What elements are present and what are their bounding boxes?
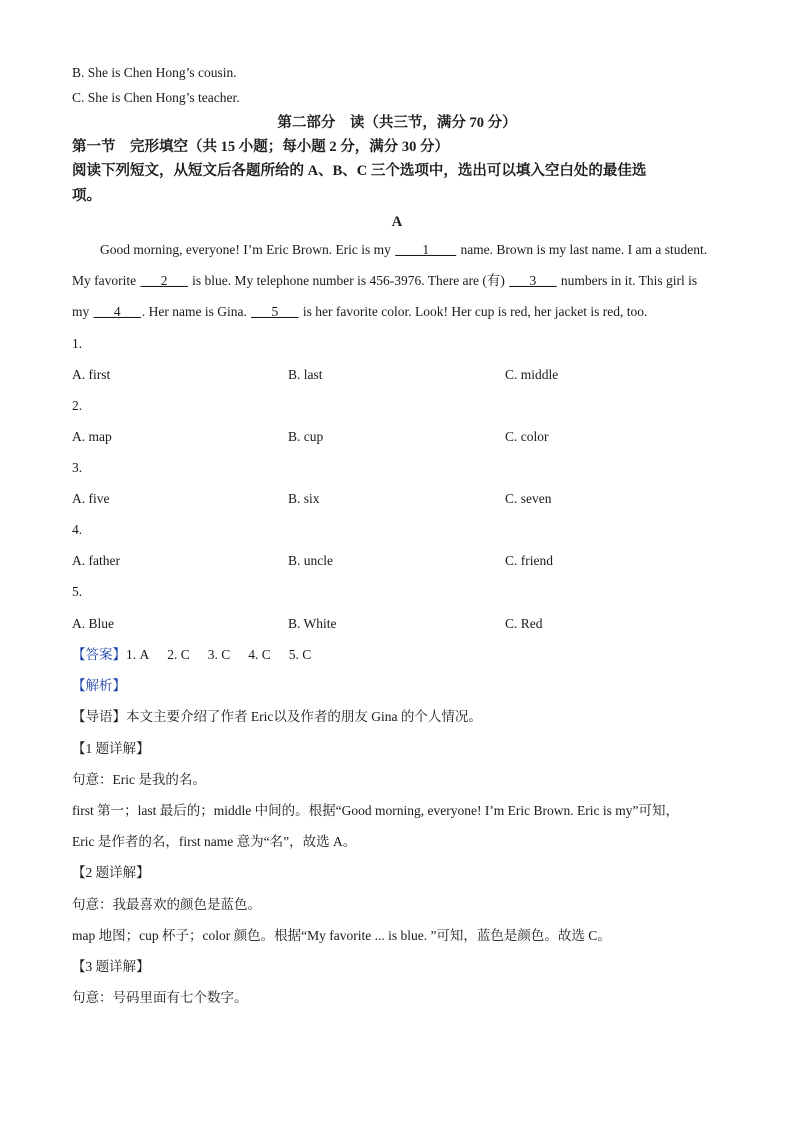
passage-label: A xyxy=(391,214,403,230)
answer-item: 5. C xyxy=(288,647,312,662)
option-c: C. color xyxy=(505,429,549,444)
passage-line-3 xyxy=(72,303,647,321)
detail-3-meaning: 句意：号码里面有七个数字。 xyxy=(72,990,248,1005)
option-c: C. friend xyxy=(505,553,553,568)
option-a: A. five xyxy=(72,491,110,506)
detail-1-explanation-1: first 第一；last 最后的；middle 中间的。根据“Good morning, everyone! I’m Eric Brown. Eric is my”可知， xyxy=(72,803,680,818)
answer-item: 2. C xyxy=(167,647,190,662)
option-b: B. White xyxy=(288,616,337,631)
guide-line xyxy=(72,708,482,726)
blank-2: ___2___ xyxy=(140,273,188,288)
blank-4: ___4___ xyxy=(93,304,141,319)
option-a: A. first xyxy=(72,367,111,382)
passage-text: is blue. My telephone number is 456-3976. There are (有) xyxy=(188,273,509,288)
question-number: 2. xyxy=(72,398,83,413)
option-b: B. six xyxy=(288,491,320,506)
question-number: 3. xyxy=(72,460,83,475)
instruction-line-2: 项。 xyxy=(72,188,101,204)
passage-line-1 xyxy=(100,241,707,259)
passage-text: Good morning, everyone! I’m Eric Brown. Eric is my xyxy=(100,242,395,257)
answer-item: 3. C xyxy=(207,647,231,662)
passage-text: My favorite xyxy=(72,273,140,288)
option-a: A. Blue xyxy=(72,616,114,631)
section-title: 第一节 完形填空（共 15 小题；每小题 2 分，满分 30 分） xyxy=(72,139,449,155)
answer-label: 【答案】 xyxy=(72,647,126,662)
instruction-line-1: 阅读下列短文，从短文后各题所给的 A、B、C 三个选项中，选出可以填入空白处的最佳选 xyxy=(72,163,647,179)
part-title: 第二部分 读（共三节，满分 70 分） xyxy=(277,115,517,131)
option-c: C. middle xyxy=(505,367,559,382)
detail-1-explanation-2: Eric 是作者的名，first name 意为“名”，故选 A。 xyxy=(72,834,357,849)
blank-3: ___3___ xyxy=(509,273,557,288)
option-b: B. last xyxy=(288,367,323,382)
guide-text: 本文主要介绍了作者 Eric以及作者的朋友 Gina 的个人情况。 xyxy=(126,709,482,724)
answer-item: 4. C xyxy=(248,647,271,662)
passage-text: is her favorite color. Look! Her cup is red, her jacket is red, too. xyxy=(299,304,648,319)
question-number: 5. xyxy=(72,584,83,599)
detail-2-label: 【2 题详解】 xyxy=(72,865,150,880)
detail-3-label: 【3 题详解】 xyxy=(72,959,150,974)
detail-1-meaning: 句意：Eric 是我的名。 xyxy=(72,772,206,787)
option-c: C. Red xyxy=(505,616,543,631)
passage-text: name. Brown is my last name. I am a student. xyxy=(457,242,708,257)
previous-option-b: B. She is Chen Hong’s cousin. xyxy=(72,65,237,80)
question-number: 1. xyxy=(72,336,83,351)
detail-2-explanation: map 地图；cup 杯子；color 颜色。根据“My favorite ... is blue. ”可知，蓝色是颜色。故选 C。 xyxy=(72,928,611,943)
passage-text: my xyxy=(72,304,93,319)
analysis-label: 【解析】 xyxy=(72,678,126,693)
option-b: B. cup xyxy=(288,429,324,444)
option-c: C. seven xyxy=(505,491,552,506)
blank-1: ____1____ xyxy=(395,242,457,257)
detail-2-meaning: 句意：我最喜欢的颜色是蓝色。 xyxy=(72,897,261,912)
passage-text: numbers in it. This girl is xyxy=(557,273,698,288)
answer-line xyxy=(72,646,311,664)
option-a: A. map xyxy=(72,429,112,444)
guide-label: 【导语】 xyxy=(72,709,126,724)
option-b: B. uncle xyxy=(288,553,333,568)
previous-option-c: C. She is Chen Hong’s teacher. xyxy=(72,90,240,105)
detail-1-label: 【1 题详解】 xyxy=(72,741,150,756)
question-number: 4. xyxy=(72,522,83,537)
option-a: A. father xyxy=(72,553,120,568)
answer-item: 1. A xyxy=(126,647,150,662)
passage-text: . Her name is Gina. xyxy=(141,304,251,319)
passage-line-2 xyxy=(72,272,697,290)
blank-5: ___5___ xyxy=(251,304,299,319)
